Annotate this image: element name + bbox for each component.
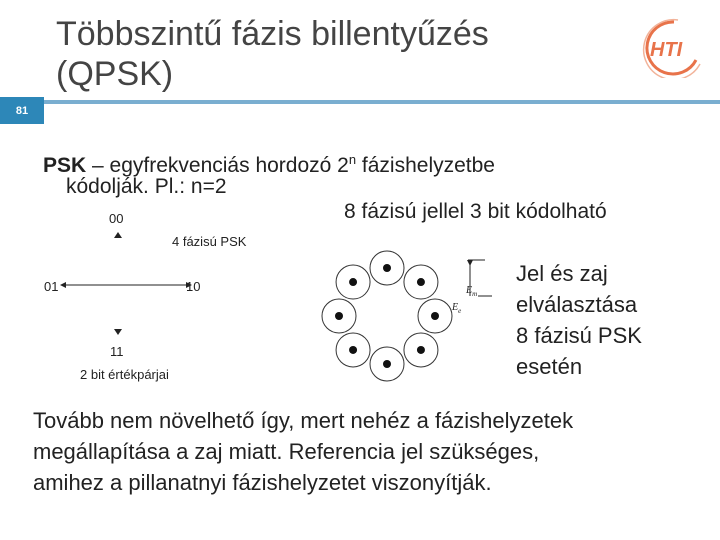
hti-logo — [634, 16, 702, 78]
phase-point — [417, 346, 425, 354]
phase-point — [349, 278, 357, 286]
conclusion-text — [33, 405, 693, 498]
bullet-sup: n — [348, 152, 357, 167]
label-em: $E_m$ — [466, 285, 478, 298]
conclusion-line-2: megállapítása a zaj miatt. Referencia jel szükséges, — [33, 439, 540, 464]
8psk-noise-diagram — [320, 238, 515, 393]
bullet-term: PSK — [43, 154, 87, 177]
bullet-continuation: kódolják. Pl.: n=2 — [66, 175, 227, 198]
phase-point — [417, 278, 425, 286]
up-arrow-icon — [114, 232, 122, 238]
caption-2bit: 2 bit értékpárjai — [80, 367, 169, 382]
phase-point — [431, 312, 439, 320]
bullet-text: – egyfrekvenciás hordozó 2 — [86, 154, 349, 177]
title-line-1: Többszintű fázis billentyűzés — [56, 15, 489, 53]
noise-line-4: esetén — [516, 354, 583, 379]
title-line-2: (QPSK) — [56, 55, 174, 93]
caption-4phase: 4 fázisú PSK — [172, 234, 247, 249]
label-10: 10 — [186, 279, 201, 294]
logo-text: HTI — [650, 39, 683, 61]
qpsk-constellation-diagram — [30, 205, 280, 390]
phase-point — [335, 312, 343, 320]
label-01: 01 — [44, 279, 59, 294]
noise-line-3: 8 fázisú PSK — [516, 323, 642, 348]
slide-number: 81 — [0, 97, 44, 124]
title-underline — [44, 100, 720, 104]
phase-point — [349, 346, 357, 354]
conclusion-line-1: Tovább nem növelhető így, mert nehéz a fázishelyzetek — [33, 408, 574, 433]
page-title — [56, 14, 616, 94]
label-00: 00 — [109, 211, 124, 226]
down-arrow-icon — [114, 329, 122, 335]
noise-line-1: Jel és zaj — [516, 261, 608, 286]
phase-point — [383, 264, 391, 272]
note-8-phase: 8 fázisú jellel 3 bit kódolható — [344, 200, 607, 223]
noise-line-2: elválasztása — [516, 292, 638, 317]
label-11: 11 — [110, 344, 124, 359]
bullet-text-end: fázishelyzetbe — [356, 154, 495, 177]
left-arrow-icon — [60, 282, 66, 288]
label-ee: $E_e$ — [452, 302, 462, 315]
conclusion-line-3: amihez a pillanatnyi fázishelyzetet viszonyítják. — [33, 470, 492, 495]
noise-separation-text — [516, 258, 706, 382]
phase-point — [383, 360, 391, 368]
